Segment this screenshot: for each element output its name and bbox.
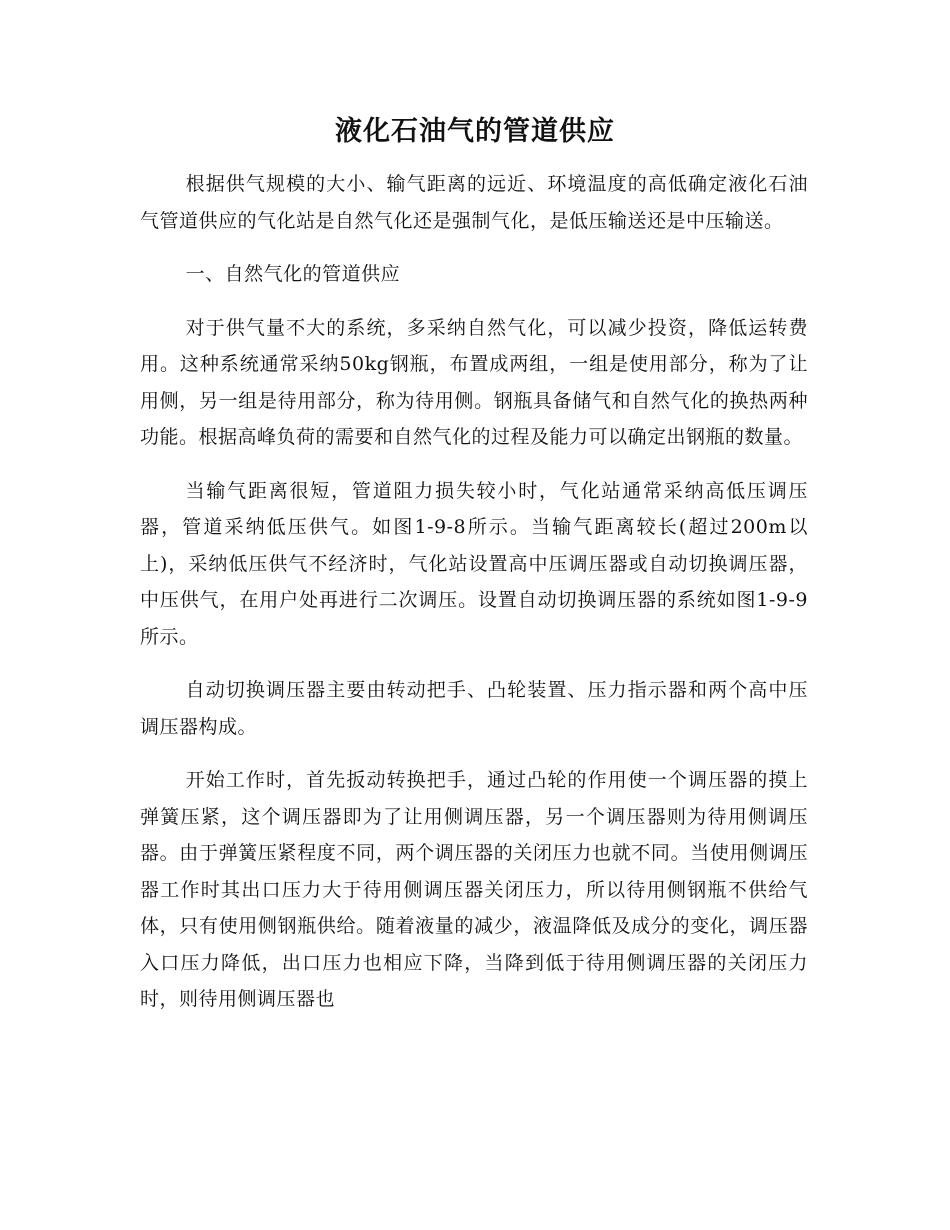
paragraph-intro: 根据供气规模的大小、输气距离的远近、环境温度的高低确定液化石油气管道供应的气化站是自然气化还是强制气化，是低压输送还是中压输送。	[140, 173, 808, 232]
page-title: 液化石油气的管道供应	[335, 116, 615, 147]
paragraph-operation: 开始工作时，首先扳动转换把手，通过凸轮的作用使一个调压器的摸上弹簧压紧，这个调压器即为了让用侧调压器，另一个调压器则为待用侧调压器。由于弹簧压紧程度不同，两个调压器的关闭压力也就不同。当使用侧调压器工作时其出口压力大于待用侧调压器关闭压力，所以待用侧钢瓶不供给气体，只有使用侧钢瓶供给。随着液量的减少，液温降低及成分的变化，调压器入口压力降低，出口压力也相应下降，当降到低于待用侧调压器的关闭压力时，则待用侧调压器也	[140, 769, 808, 1010]
document-body	[140, 166, 808, 1035]
paragraph-transport-distance: 当输气距离很短，管道阻力损失较小时，气化站通常采纳高低压调压器，管道采纳低压供气。如图1-9-8所示。当输气距离较长(超过200m以上)，采纳低压供气不经济时，气化站设置高中压调压器或自动切换调压器，中压供气，在用户处再进行二次调压。设置自动切换调压器的系统如图1-9-9所示。	[140, 479, 808, 648]
section-heading-natural-gasification: 一、自然气化的管道供应	[185, 263, 401, 285]
paragraph-small-system: 对于供气量不大的系统，多采纳自然气化，可以减少投资，降低运转费用。这种系统通常采纳50kg钢瓶，布置成两组，一组是使用部分，称为了让用侧，另一组是待用部分，称为待用侧。钢瓶具备储气和自然气化的换热两种功能。根据高峰负荷的需要和自然气化的过程及能力可以确定出钢瓶的数量。	[140, 316, 808, 448]
paragraph-auto-switch-regulator: 自动切换调压器主要由转动把手、凸轮装置、压力指示器和两个高中压调压器构成。	[140, 679, 808, 738]
